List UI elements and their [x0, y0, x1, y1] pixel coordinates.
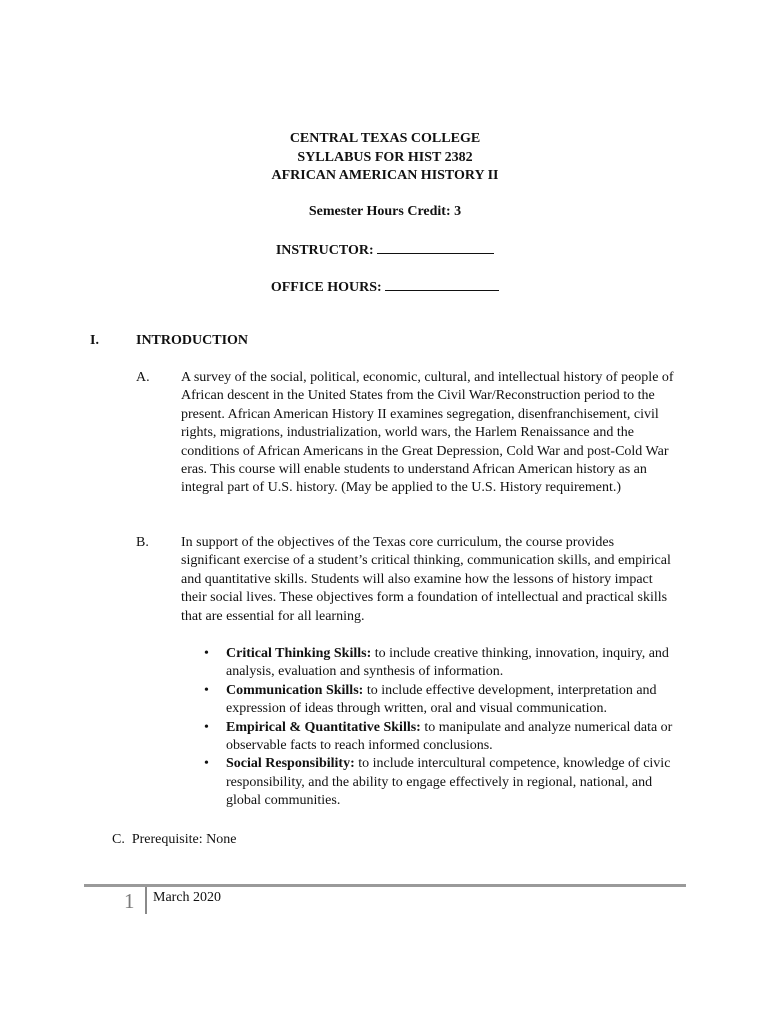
section-number: I.: [90, 333, 99, 348]
bullet-term: Empirical & Quantitative Skills:: [226, 719, 421, 735]
list-item: [204, 645, 684, 682]
instructor-blank: [377, 240, 494, 254]
bullet-icon: •: [204, 646, 209, 661]
page-number: 1: [124, 889, 135, 913]
item-a-label: A.: [136, 370, 150, 385]
instructor-label: INSTRUCTOR:: [275, 243, 374, 258]
bullet-term: Social Responsibility:: [226, 756, 355, 772]
bullet-term: Communication Skills:: [226, 682, 364, 698]
item-b-text: In support of the objectives of the Texas core curriculum, the course provides significant exercise of a student’s critical thinking, communication skills, and empirical and quantitative skills. Students will also examine how the lessons of history impact their social lives. These objectives form a foundation of intellectual and practical skills that are essential for all learning.: [181, 535, 671, 624]
section-title: INTRODUCTION: [136, 333, 249, 348]
bullet-icon: •: [204, 756, 209, 772]
bullet-icon: •: [204, 719, 209, 735]
bullet-text: to include intercultural competence, knowledge of civic responsibility, and the ability to engage effectively in regional, national, and global communities.: [226, 756, 671, 809]
item-a-text: A survey of the social, political, economic, cultural, and intellectual history of people of African descent in the United States from the Civil War/Reconstruction period to the present. African American History II examines segregation, disenfranchisement, civil rights, migrations, industrialization, world wars, the Harlem Renaissance and the conditions of African Americans in the Great Depression, Cold War and post-Cold War eras. This course will enable students to understand African American history as an integral part of U.S. history. (May be applied to the U.S. History requirement.): [181, 370, 674, 496]
office-hours-label: OFFICE HOURS:: [270, 280, 382, 295]
syllabus-title: SYLLABUS FOR HIST 2382: [297, 150, 473, 165]
bullet-term: Critical Thinking Skills:: [226, 646, 372, 661]
course-title: AFRICAN AMERICAN HISTORY II: [271, 168, 499, 183]
footer-rule: [84, 884, 686, 887]
bullet-icon: •: [204, 682, 209, 698]
item-b-label: B.: [136, 535, 149, 550]
footer-date: March 2020: [153, 890, 222, 905]
footer-divider: [145, 887, 147, 914]
office-hours-line: [0, 277, 770, 297]
bullet-text: to include creative thinking, innovation, inquiry, and analysis, evaluation and synthesis of information.: [226, 646, 669, 680]
college-name: CENTRAL TEXAS COLLEGE: [289, 131, 481, 146]
item-c-prerequisite: C. Prerequisite: None: [112, 832, 237, 847]
list-item: [204, 719, 684, 756]
list-item: [204, 682, 684, 719]
objectives-list: [204, 645, 684, 811]
list-item: [204, 755, 684, 810]
credit-hours: Semester Hours Credit: 3: [308, 204, 462, 219]
bullet-text: to manipulate and analyze numerical data or observable facts to reach informed conclusions.: [226, 719, 673, 754]
instructor-line: [0, 240, 770, 260]
bullet-text: to include effective development, interpretation and expression of ideas through written, oral and visual communication.: [226, 682, 657, 717]
office-hours-blank: [385, 277, 499, 291]
